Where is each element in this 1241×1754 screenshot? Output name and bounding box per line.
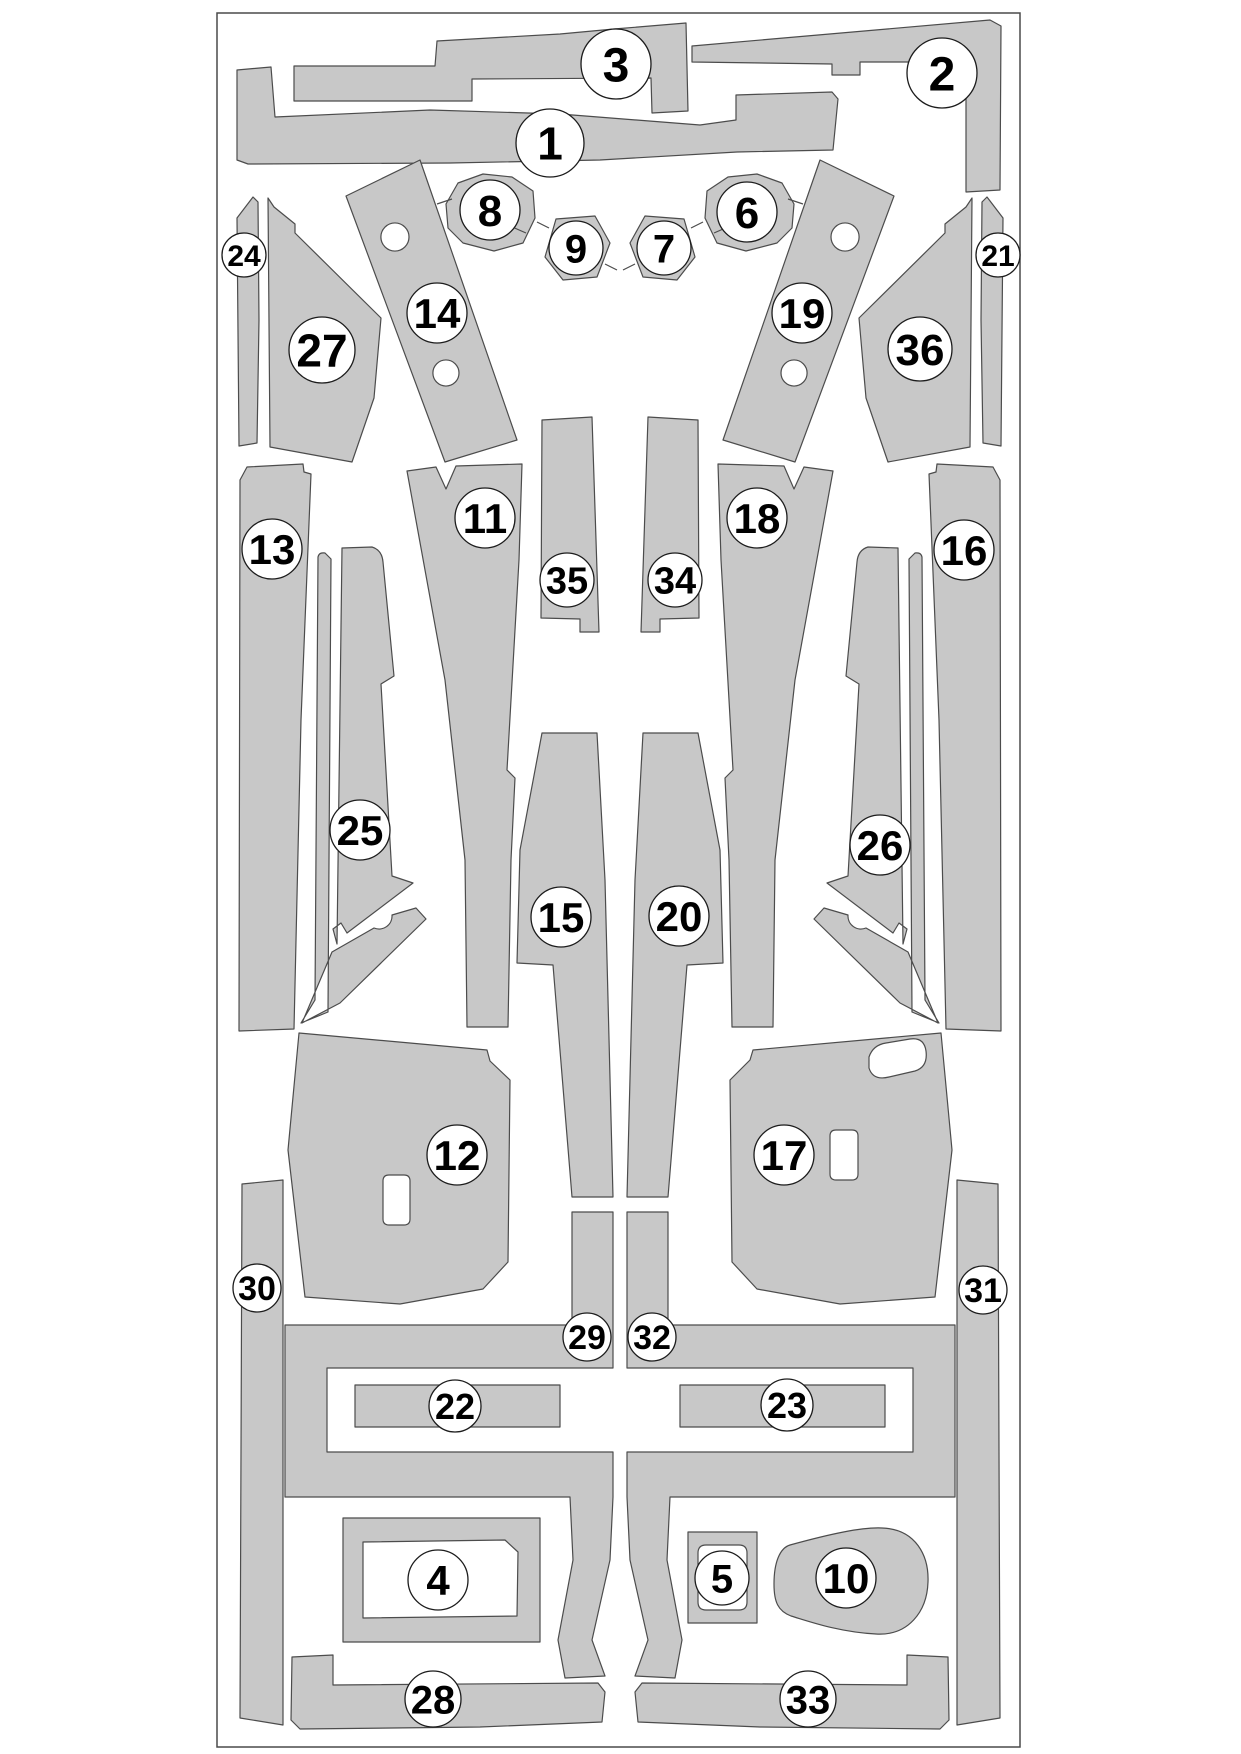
part-label-17	[754, 1125, 814, 1185]
part-label-14	[407, 283, 467, 343]
part-label-number-1: 1	[537, 117, 563, 170]
part-label-number-23: 23	[766, 1384, 808, 1426]
part-label-20	[649, 886, 709, 946]
part-label-31	[959, 1266, 1007, 1314]
part-label-9	[549, 221, 603, 275]
part-label-25	[330, 800, 390, 860]
part-label-8	[460, 180, 520, 240]
part-label-number-16: 16	[940, 527, 988, 575]
part-label-number-4: 4	[426, 1557, 450, 1605]
part-label-number-6: 6	[734, 188, 760, 238]
part-label-number-15: 15	[537, 894, 585, 942]
part-label-number-20: 20	[655, 893, 703, 941]
part-label-29	[563, 1313, 611, 1361]
part-label-number-13: 13	[248, 526, 296, 574]
part-label-number-36: 36	[895, 325, 945, 375]
part-label-1	[516, 109, 584, 177]
part-label-number-17: 17	[760, 1132, 808, 1180]
part-label-24	[222, 233, 266, 277]
part-label-4	[408, 1550, 468, 1610]
part-label-5	[695, 1551, 749, 1605]
part-label-number-19: 19	[778, 290, 826, 338]
part-label-number-14: 14	[413, 290, 461, 338]
part-label-36	[888, 317, 952, 381]
part-label-number-18: 18	[733, 495, 781, 543]
part-label-number-26: 26	[856, 822, 904, 870]
part-label-number-9: 9	[564, 227, 588, 272]
part-label-22	[429, 1380, 481, 1432]
part-label-11	[455, 488, 515, 548]
part-label-21	[976, 233, 1020, 277]
part-label-number-29: 29	[568, 1319, 606, 1358]
part-label-number-21: 21	[981, 239, 1015, 273]
part-shape-30	[240, 1180, 283, 1725]
part-label-number-11: 11	[462, 495, 508, 543]
part-label-19	[772, 283, 832, 343]
part-label-18	[727, 488, 787, 548]
part-label-number-31: 31	[964, 1272, 1002, 1311]
part-label-34	[648, 553, 702, 607]
part-label-15	[531, 887, 591, 947]
part-shape-31	[957, 1180, 1000, 1725]
part-label-number-7: 7	[652, 227, 676, 272]
part-label-28	[405, 1671, 461, 1727]
part-label-number-22: 22	[434, 1385, 476, 1427]
part-label-33	[780, 1671, 836, 1727]
part-label-number-28: 28	[410, 1678, 456, 1723]
part-label-number-30: 30	[238, 1270, 276, 1309]
part-label-number-27: 27	[296, 324, 348, 377]
part-label-number-33: 33	[785, 1678, 831, 1723]
part-label-10	[816, 1548, 876, 1608]
part-label-16	[934, 520, 994, 580]
part-label-number-32: 32	[633, 1319, 671, 1358]
part-label-3	[581, 29, 651, 99]
part-label-number-5: 5	[710, 1557, 734, 1602]
part-label-number-24: 24	[227, 239, 261, 273]
part-label-35	[540, 553, 594, 607]
part-label-number-12: 12	[433, 1132, 481, 1180]
part-label-number-2: 2	[928, 48, 956, 102]
part-label-number-35: 35	[545, 560, 589, 603]
part-label-number-8: 8	[477, 186, 503, 236]
part-label-number-25: 25	[336, 807, 384, 855]
part-label-7	[637, 221, 691, 275]
part-label-23	[761, 1379, 813, 1431]
part-label-30	[233, 1264, 281, 1312]
part-label-13	[242, 519, 302, 579]
part-label-number-10: 10	[822, 1555, 870, 1603]
part-label-number-34: 34	[653, 560, 697, 603]
part-label-6	[717, 182, 777, 242]
part-label-27	[289, 317, 355, 383]
part-label-26	[850, 815, 910, 875]
part-label-number-3: 3	[602, 39, 630, 93]
part-label-32	[628, 1313, 676, 1361]
part-label-2	[907, 38, 977, 108]
part-label-12	[427, 1125, 487, 1185]
